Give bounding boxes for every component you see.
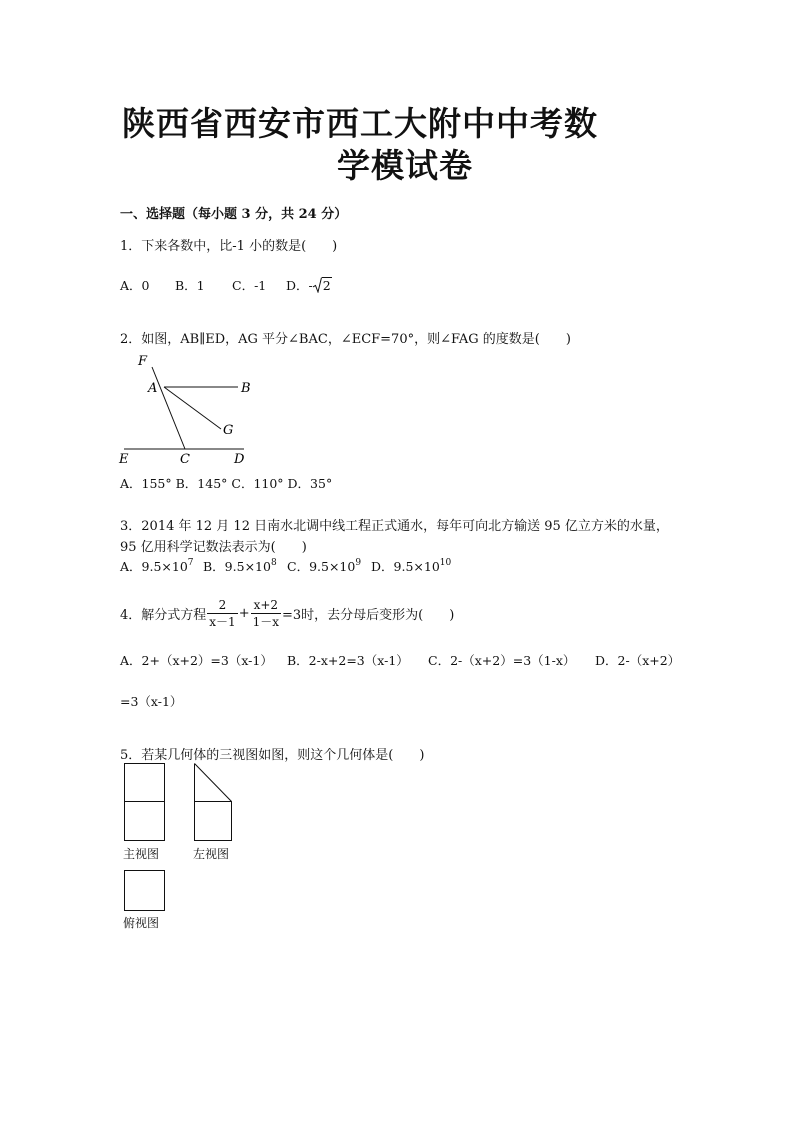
label-f: F bbox=[138, 354, 148, 369]
label-d: D bbox=[234, 452, 245, 467]
q4-stem-prefix: 4．解分式方程 bbox=[120, 608, 207, 623]
front-view-figure bbox=[123, 763, 167, 843]
q4-stem bbox=[120, 598, 454, 629]
q3-option-b-base: B．9.5×10 bbox=[203, 559, 271, 574]
q1-option-d-radicand: 2 bbox=[322, 278, 331, 293]
line-fc bbox=[152, 367, 185, 449]
q3-option-c bbox=[287, 557, 361, 575]
q4-option-c: C．2-（x+2）=3（1-x） bbox=[428, 653, 576, 668]
q3-option-d-base: D．9.5×10 bbox=[371, 559, 440, 574]
front-view-label: 主视图 bbox=[123, 847, 160, 861]
q3-option-a bbox=[120, 557, 194, 575]
sqrt-symbol bbox=[313, 277, 332, 293]
q4-option-a: A．2+（x+2）=3（x-1） bbox=[120, 653, 273, 668]
section-heading: 一、选择题（每小题 3 分，共 24 分） bbox=[120, 207, 348, 222]
q3-option-d bbox=[371, 557, 451, 575]
label-g: G bbox=[223, 423, 234, 438]
q4-frac1-denominator: x－1 bbox=[209, 615, 236, 629]
label-c: C bbox=[180, 452, 190, 467]
radical-sign-icon bbox=[313, 277, 322, 293]
top-view-figure bbox=[123, 869, 167, 913]
q3-option-a-exp: 7 bbox=[187, 558, 194, 568]
left-view-figure bbox=[193, 763, 235, 843]
q3-option-a-base: A．9.5×10 bbox=[120, 559, 188, 574]
q5-stem: 5．若某几何体的三视图如图，则这个几何体是( ) bbox=[120, 748, 425, 763]
left-view-label: 左视图 bbox=[193, 847, 230, 861]
q3-option-c-exp: 9 bbox=[355, 558, 362, 568]
q3-option-d-exp: 10 bbox=[439, 558, 452, 568]
q4-frac2-denominator: 1－x bbox=[252, 615, 279, 629]
q4-frac1-numerator: 2 bbox=[207, 598, 237, 614]
q1-option-a: A．0 bbox=[120, 278, 150, 293]
q3-option-b bbox=[203, 557, 277, 575]
q1-option-d-prefix: D．- bbox=[286, 278, 313, 293]
q1-option-b: B．1 bbox=[175, 278, 205, 293]
q4-option-d-line2: =3（x-1） bbox=[120, 694, 183, 709]
q2-options: A．155° B．145° C．110° D．35° bbox=[120, 476, 333, 491]
q3-option-b-exp: 8 bbox=[270, 558, 277, 568]
line-ag bbox=[164, 387, 221, 429]
q2-geometry-figure bbox=[110, 350, 270, 470]
q1-option-c: C．-1 bbox=[232, 278, 267, 293]
q3-option-c-base: C．9.5×10 bbox=[287, 559, 356, 574]
page-title-line2: 学模试卷 bbox=[337, 146, 473, 185]
q4-stem-suffix: =3时，去分母后变形为( ) bbox=[282, 608, 455, 623]
top-view-label: 俯视图 bbox=[123, 916, 160, 930]
q3-stem-line2: 95 亿用科学记数法表示为( ) bbox=[120, 540, 307, 555]
label-b: B bbox=[241, 381, 251, 396]
q1-stem: 1．下来各数中，比-1 小的数是( ) bbox=[120, 239, 338, 254]
q4-option-b: B．2-x+2=3（x-1） bbox=[287, 653, 409, 668]
q3-stem-line1: 3．2014 年 12 月 12 日南水北调中线工程正式通水，每年可向北方输送 95 亿立方米的水量， bbox=[120, 519, 669, 534]
label-e: E bbox=[119, 452, 129, 467]
page-title-line1: 陕西省西安市西工大附中中考数 bbox=[122, 104, 598, 143]
q4-frac2-numerator: x+2 bbox=[251, 598, 281, 614]
q4-fraction-2 bbox=[251, 598, 281, 629]
q4-fraction-1 bbox=[207, 598, 237, 629]
q2-stem: 2．如图，AB∥ED，AG 平分∠BAC，∠ECF=70°，则∠FAG 的度数是( ) bbox=[120, 332, 571, 347]
q4-option-d-line1: D．2-（x+2） bbox=[595, 653, 681, 668]
q4-plus: + bbox=[238, 606, 250, 621]
label-a: A bbox=[148, 381, 158, 396]
q1-option-d bbox=[286, 276, 332, 294]
